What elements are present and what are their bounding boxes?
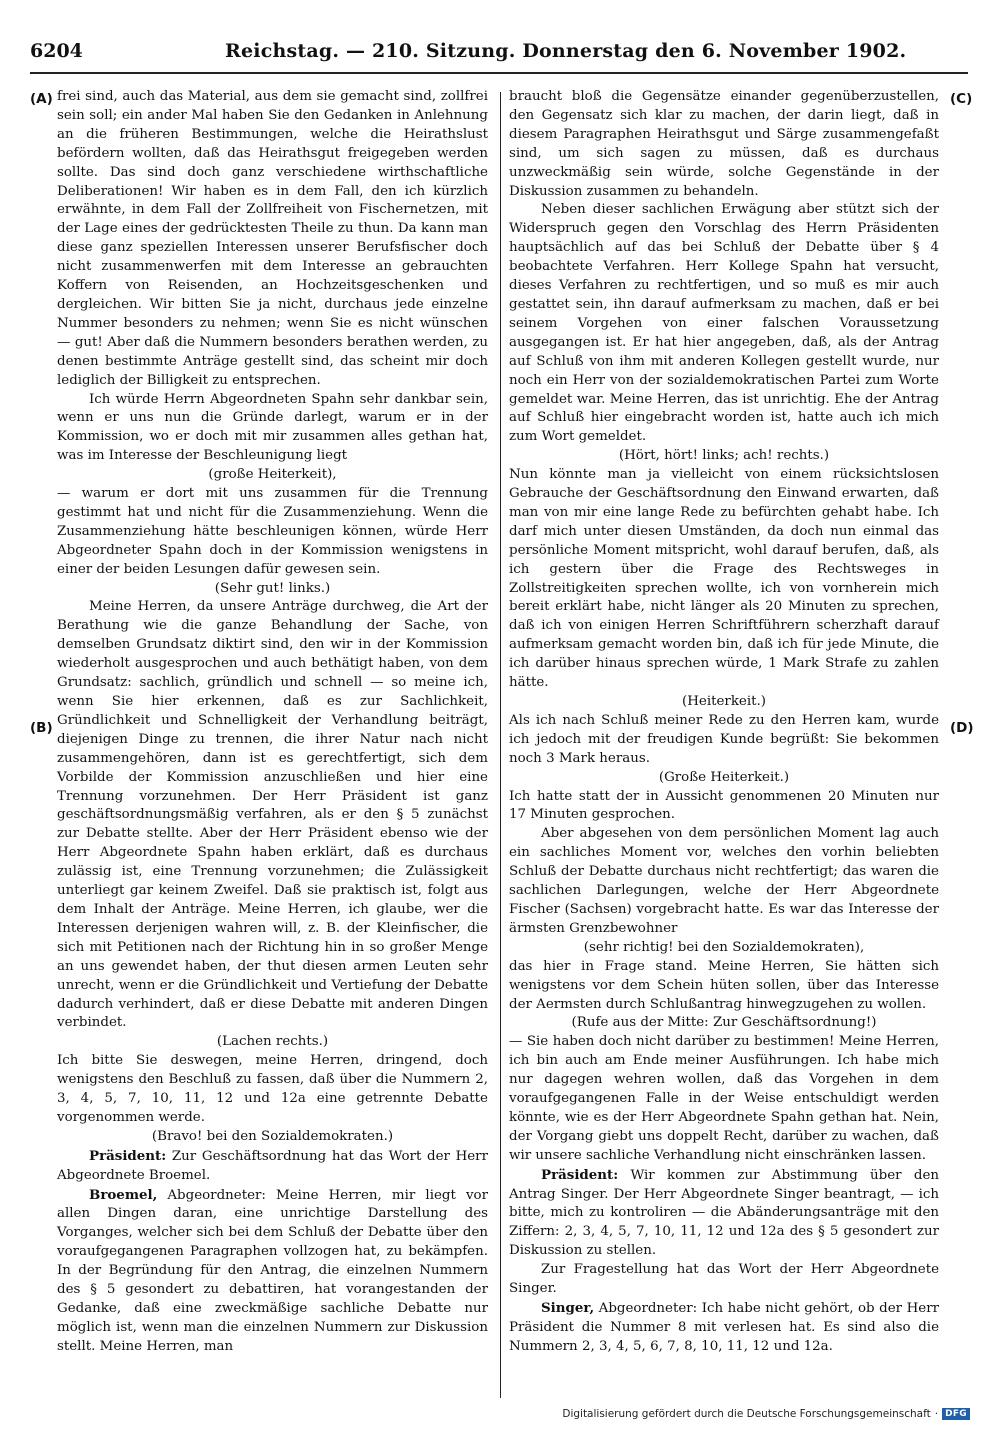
paragraph [57, 1147, 488, 1186]
dfg-logo: DFG [942, 1408, 970, 1420]
footer-credit [562, 1408, 970, 1420]
paragraph-text: Aber abgesehen von dem persönlichen Moment lag auch ein sachliches Moment vor, welches den vorhin beliebten Schluß der Debatte durchaus nicht rechtfertigt; das waren die sachlichen Darlegungen, welche der Herr Abgeordnete Fischer (Sachsen) vorgebracht hatte. Es war das Interesse der ärmsten Grenzbewohner [509, 826, 939, 936]
paragraph [509, 825, 939, 938]
paragraph [57, 391, 488, 467]
paragraph-text: Meine Herren, da unsere Anträge durchweg, die Art der Berathung wie die ganze Behandlung der Sache, von demselben Grundsatz diktirt sind, den wir in der Kommission wiederholt ausgesprochen und auch bethätigt haben, von dem Grundsatz: sachlich, gründlich und schnell — so meine ich, wenn Sie hier erkennen, daß es zur Sachlichkeit, Gründlichkeit und Schnelligkeit der Verhandlung beiträgt, diejenigen Dinge zu trennen, die ihrer Natur nach nicht zusammengehören, dann ist es gerechtfertigt, sich dem Vorbilde der Kommission anzuschließen und hier eine Trennung vorzunehmen. Der Herr Präsident ist ganz geschäftsordnungsmäßig verfahren, als er den § 5 zunächst zur Debatte stellte. Aber der Herr Präsident ebenso wie der Herr Abgeordnete Spahn haben erklärt, daß es durchaus zulässig ist, eine Trennung vorzunehmen; die Zulässigkeit unterliegt gar keinem Zweifel. Daß sie praktisch ist, folgt aus dem Inhalt der Anträge. Meine Herren, ich glaube, wer die Interessen derjenigen wahren will, z. B. der Kleinfischer, die sich mit Petitionen nach der Richtung hin in so großer Menge an uns gewendet haben, der thut diesen armen Leuten sehr unrecht, wenn er die Gründlichkeit und Vertiefung der Debatte dadurch verhindert, daß er diese Debatte mit anderen Dingen verbindet. [57, 599, 488, 1031]
paragraph-text: frei sind, auch das Material, aus dem sie gemacht sind, zollfrei sein soll; ein ander Mal haben Sie den Gedanken in Anlehnung an die früheren Bestimmungen, welche die Heirathslust befördern wollten, daß das Heirathsgut freigegeben werden sollte. Das sind doch ganz verschiedene wirthschaftliche Deliberationen! Wir haben es in dem Fall, den ich kürzlich erwähnte, in dem Fall der Zollfreiheit von Fischernetzen, mit der Lage eines der gedrücktesten Theile zu thun. Da kann man diese ganz speziellen Interessen unserer Berufsfischer doch nicht zusammenwerfen mit dem Interesse an gebrauchten Koffern von Reisenden, an Hochzeitsgeschenken und dergleichen. Wir bitten Sie ja nicht, durchaus jede einzelne Nummer besonders zu nehmen; wenn Sie es nicht wünschen — gut! Aber daß die Nummern besonders berathen werden, zu denen bestimmte Anträge gestellt sind, das scheint mir doch lediglich der Billigkeit zu entsprechen. [57, 89, 488, 388]
column-divider [500, 92, 501, 1398]
interjection [509, 939, 939, 958]
paragraph [57, 1052, 488, 1128]
section-marker-c: (C) [950, 91, 973, 107]
paragraph [509, 788, 939, 826]
paragraph-text: (Heiterkeit.) [682, 694, 766, 709]
paragraph-text: (Lachen rechts.) [216, 1034, 329, 1050]
paragraph-text: Wir kommen zur Abstimmung über den Antrag Singer. Der Herr Abgeordnete Singer beantragt, — ich bitte, mich zu kontroliren — die Abänderungsanträge mit den Ziffern: 2, 3, 4, 5, 7, 10, 11, 12 und 12a des § 5 gesondert zur Diskussion zu stellen. [509, 1167, 939, 1259]
speaker-name: Broemel, [89, 1186, 158, 1203]
interjection [509, 769, 939, 788]
paragraph-text: Ich würde Herrn Abgeordneten Spahn sehr dankbar sein, wenn er uns nun die Gründe darlegt, warum er in der Kommission, wo er doch mit mir zusammen alles gethan hat, was im Interesse der Beschleunigung liegt [57, 391, 488, 464]
paragraph [57, 598, 488, 1033]
interjection [509, 1014, 939, 1033]
paragraph-text: (große Heiterkeit), [208, 467, 337, 483]
paragraph-text: Ich hatte statt der in Aussicht genommenen 20 Minuten nur 17 Minuten gesprochen. [509, 788, 939, 823]
paragraph-text: Zur Geschäftsordnung hat das Wort der Herr Abgeordnete Broemel. [57, 1148, 488, 1183]
interjection [57, 1128, 488, 1147]
interjection [509, 447, 939, 466]
paragraph-text: Als ich nach Schluß meiner Rede zu den Herren kam, wurde ich jedoch mit der freudigen Kunde begrüßt: Sie bekommen noch 3 Mark heraus. [509, 712, 939, 766]
paragraph-text: braucht bloß die Gegensätze einander gegenüberzustellen, den Gegensatz sich klar zu machen, der darin liegt, daß in diesem Paragraphen Heirathsgut und Särge zusammengefaßt sind, um sich sagen zu müssen, daß es durchaus unzweckmäßig sein würde, solche Gegenstände in der Diskussion zusammen zu behandeln. [509, 89, 939, 199]
speaker-name: Singer, [541, 1300, 595, 1316]
paragraph-text: — Sie haben doch nicht darüber zu bestimmen! Meine Herren, ich bin auch am Ende meiner Ausführungen. Ich habe mich nur dagegen wehren wollen, daß das Vorgehen in dem voraufgegangenen Falle in der Weise entschuldigt werden könnte, wie es der Herr Abgeordnete Spahn gethan hat. Nein, der Vorgang giebt uns doppelt Recht, darüber zu wachen, daß wir unsere sachliche Verhandlung nicht einschränken lassen. [509, 1034, 939, 1163]
paragraph [509, 88, 939, 201]
paragraph [57, 485, 488, 580]
paragraph-text: Nun könnte man ja vielleicht von einem rücksichtslosen Gebrauche der Geschäftsordnung den Einwand erwarten, daß man von mir eine lange Rede zu befürchten gehabt habe. Ich darf mich unter diesen Umständen, da doch nun einmal das persönliche Moment mitspricht, wohl darauf berufen, daß, als ich gestern über die Frage des Rechtsweges in Zollstreitigkeiten sprechen wollte, ich von vornherein mich bereit erklärt habe, nicht länger als 20 Minuten zu sprechen, daß ich von einigen Herren Schriftführern scherzhaft darauf aufmerksam gemacht worden bin, daß ich für jede Minute, die ich darüber hinaus sprechen würde, 1 Mark Strafe zu zahlen hätte. [509, 467, 939, 691]
paragraph-text: Zur Fragestellung hat das Wort der Herr Abgeordnete Singer. [509, 1262, 939, 1297]
interjection [57, 580, 488, 599]
footer-separator: · [934, 1408, 939, 1420]
section-marker-b: (B) [30, 720, 53, 736]
interjection [509, 693, 939, 712]
paragraph [509, 712, 939, 769]
interjection [57, 1033, 488, 1052]
paragraph [509, 201, 939, 447]
paragraph-text: (Hört, hört! links; ach! rechts.) [618, 448, 830, 464]
paragraph-text: Ich bitte Sie deswegen, meine Herren, dringend, doch wenigstens den Beschluß zu fassen, daß über die Nummern 2, 3, 4, 5, 7, 10, 11, 12 und 12a eine getrennte Debatte vorgenommen werde. [57, 1053, 488, 1125]
left-column [57, 88, 488, 1357]
speaker-name: Präsident: [89, 1147, 167, 1164]
paragraph [509, 1299, 939, 1357]
interjection [57, 466, 488, 485]
paragraph-text: (Große Heiterkeit.) [658, 769, 790, 785]
paragraph-text: Abgeordneter: Ich habe nicht gehört, ob der Herr Präsident die Nummer 8 mit verlesen hat. Es sind also die Nummern 2, 3, 4, 5, 6, 7, 8, 10, 11, 12 und 12a. [509, 1301, 939, 1354]
paragraph [509, 958, 939, 1015]
paragraph-text: (sehr richtig! bei den Sozialdemokraten), [583, 939, 865, 955]
page-number: 6204 [30, 40, 83, 62]
paragraph-text: das hier in Frage stand. Meine Herren, Sie hätten sich wenigstens vor dem Schein hüten sollen, über das Interesse der Aermsten durch Schlußantrag hinwegzugehen zu wollen. [509, 958, 939, 1012]
header-rule [30, 72, 968, 74]
paragraph [509, 1033, 939, 1165]
paragraph-text: (Rufe aus der Mitte: Zur Geschäftsordnung!) [571, 1015, 877, 1031]
paragraph [57, 88, 488, 391]
paragraph [509, 466, 939, 693]
paragraph [57, 1186, 488, 1357]
page-header [30, 40, 960, 70]
paragraph-text: Neben dieser sachlichen Erwägung aber stützt sich der Widerspruch gegen den Vorschlag des Herrn Präsidenten hauptsächlich auf das bei Schluß der Debatte über § 4 beobachtete Verfahren. Herr Kollege Spahn hat versucht, dieses Verfahren zu rechtfertigen, und so muß es mir auch gestattet sein, ihn darauf aufmerksam zu machen, daß er bei seinem Vorgehen von einer falschen Voraussetzung ausgegangen ist. Er hat hier angegeben, daß, als der Antrag auf Schluß von ihm mit anderen Kollegen gestellt wurde, nur noch ein Herr von der sozialdemokratischen Partei zum Worte gemeldet war. Meine Herren, das ist unrichtig. Ehe der Antrag auf Schluß hier eingebracht worden ist, hatte auch ich mich zum Wort gemeldet. [509, 202, 939, 445]
section-marker-d: (D) [950, 720, 974, 736]
paragraph [509, 1166, 939, 1262]
section-marker-a: (A) [30, 91, 53, 107]
paragraph [509, 1261, 939, 1299]
paragraph-text: (Sehr gut! links.) [214, 580, 331, 596]
footer-text: Digitalisierung gefördert durch die Deutsche Forschungsgemeinschaft [562, 1408, 931, 1420]
speaker-name: Präsident: [541, 1166, 619, 1183]
right-column [509, 88, 939, 1357]
paragraph-text: (Bravo! bei den Sozialdemokraten.) [151, 1128, 394, 1144]
paragraph-text: — warum er dort mit uns zusammen für die Trennung gestimmt hat und nicht für die Zusammenziehung. Wenn die Zusammenziehung hätte beschleunigen können, würde Herr Abgeordneter Spahn doch in der Kommission wenigstens in einer der beiden Lesungen dafür gewesen sein. [57, 486, 488, 577]
paragraph-text: Abgeordneter: Meine Herren, mir liegt vor allen Dingen daran, eine unrichtige Darstellung des Vorganges, welcher sich bei dem Schluß der Debatte über den voraufgegangenen Paragraphen vollzogen hat, zu bekämpfen. In der Begründung für den Antrag, die einzelnen Nummern des § 5 gesondert zu debattiren, hat vorangestanden der Gedanke, daß eine zweckmäßige sachliche Debatte nur möglich ist, wenn man die einzelnen Nummern zur Diskussion stellt. Meine Herren, man [57, 1187, 488, 1354]
running-title: Reichstag. — 210. Sitzung. Donnerstag den 6. November 1902. [225, 40, 907, 62]
